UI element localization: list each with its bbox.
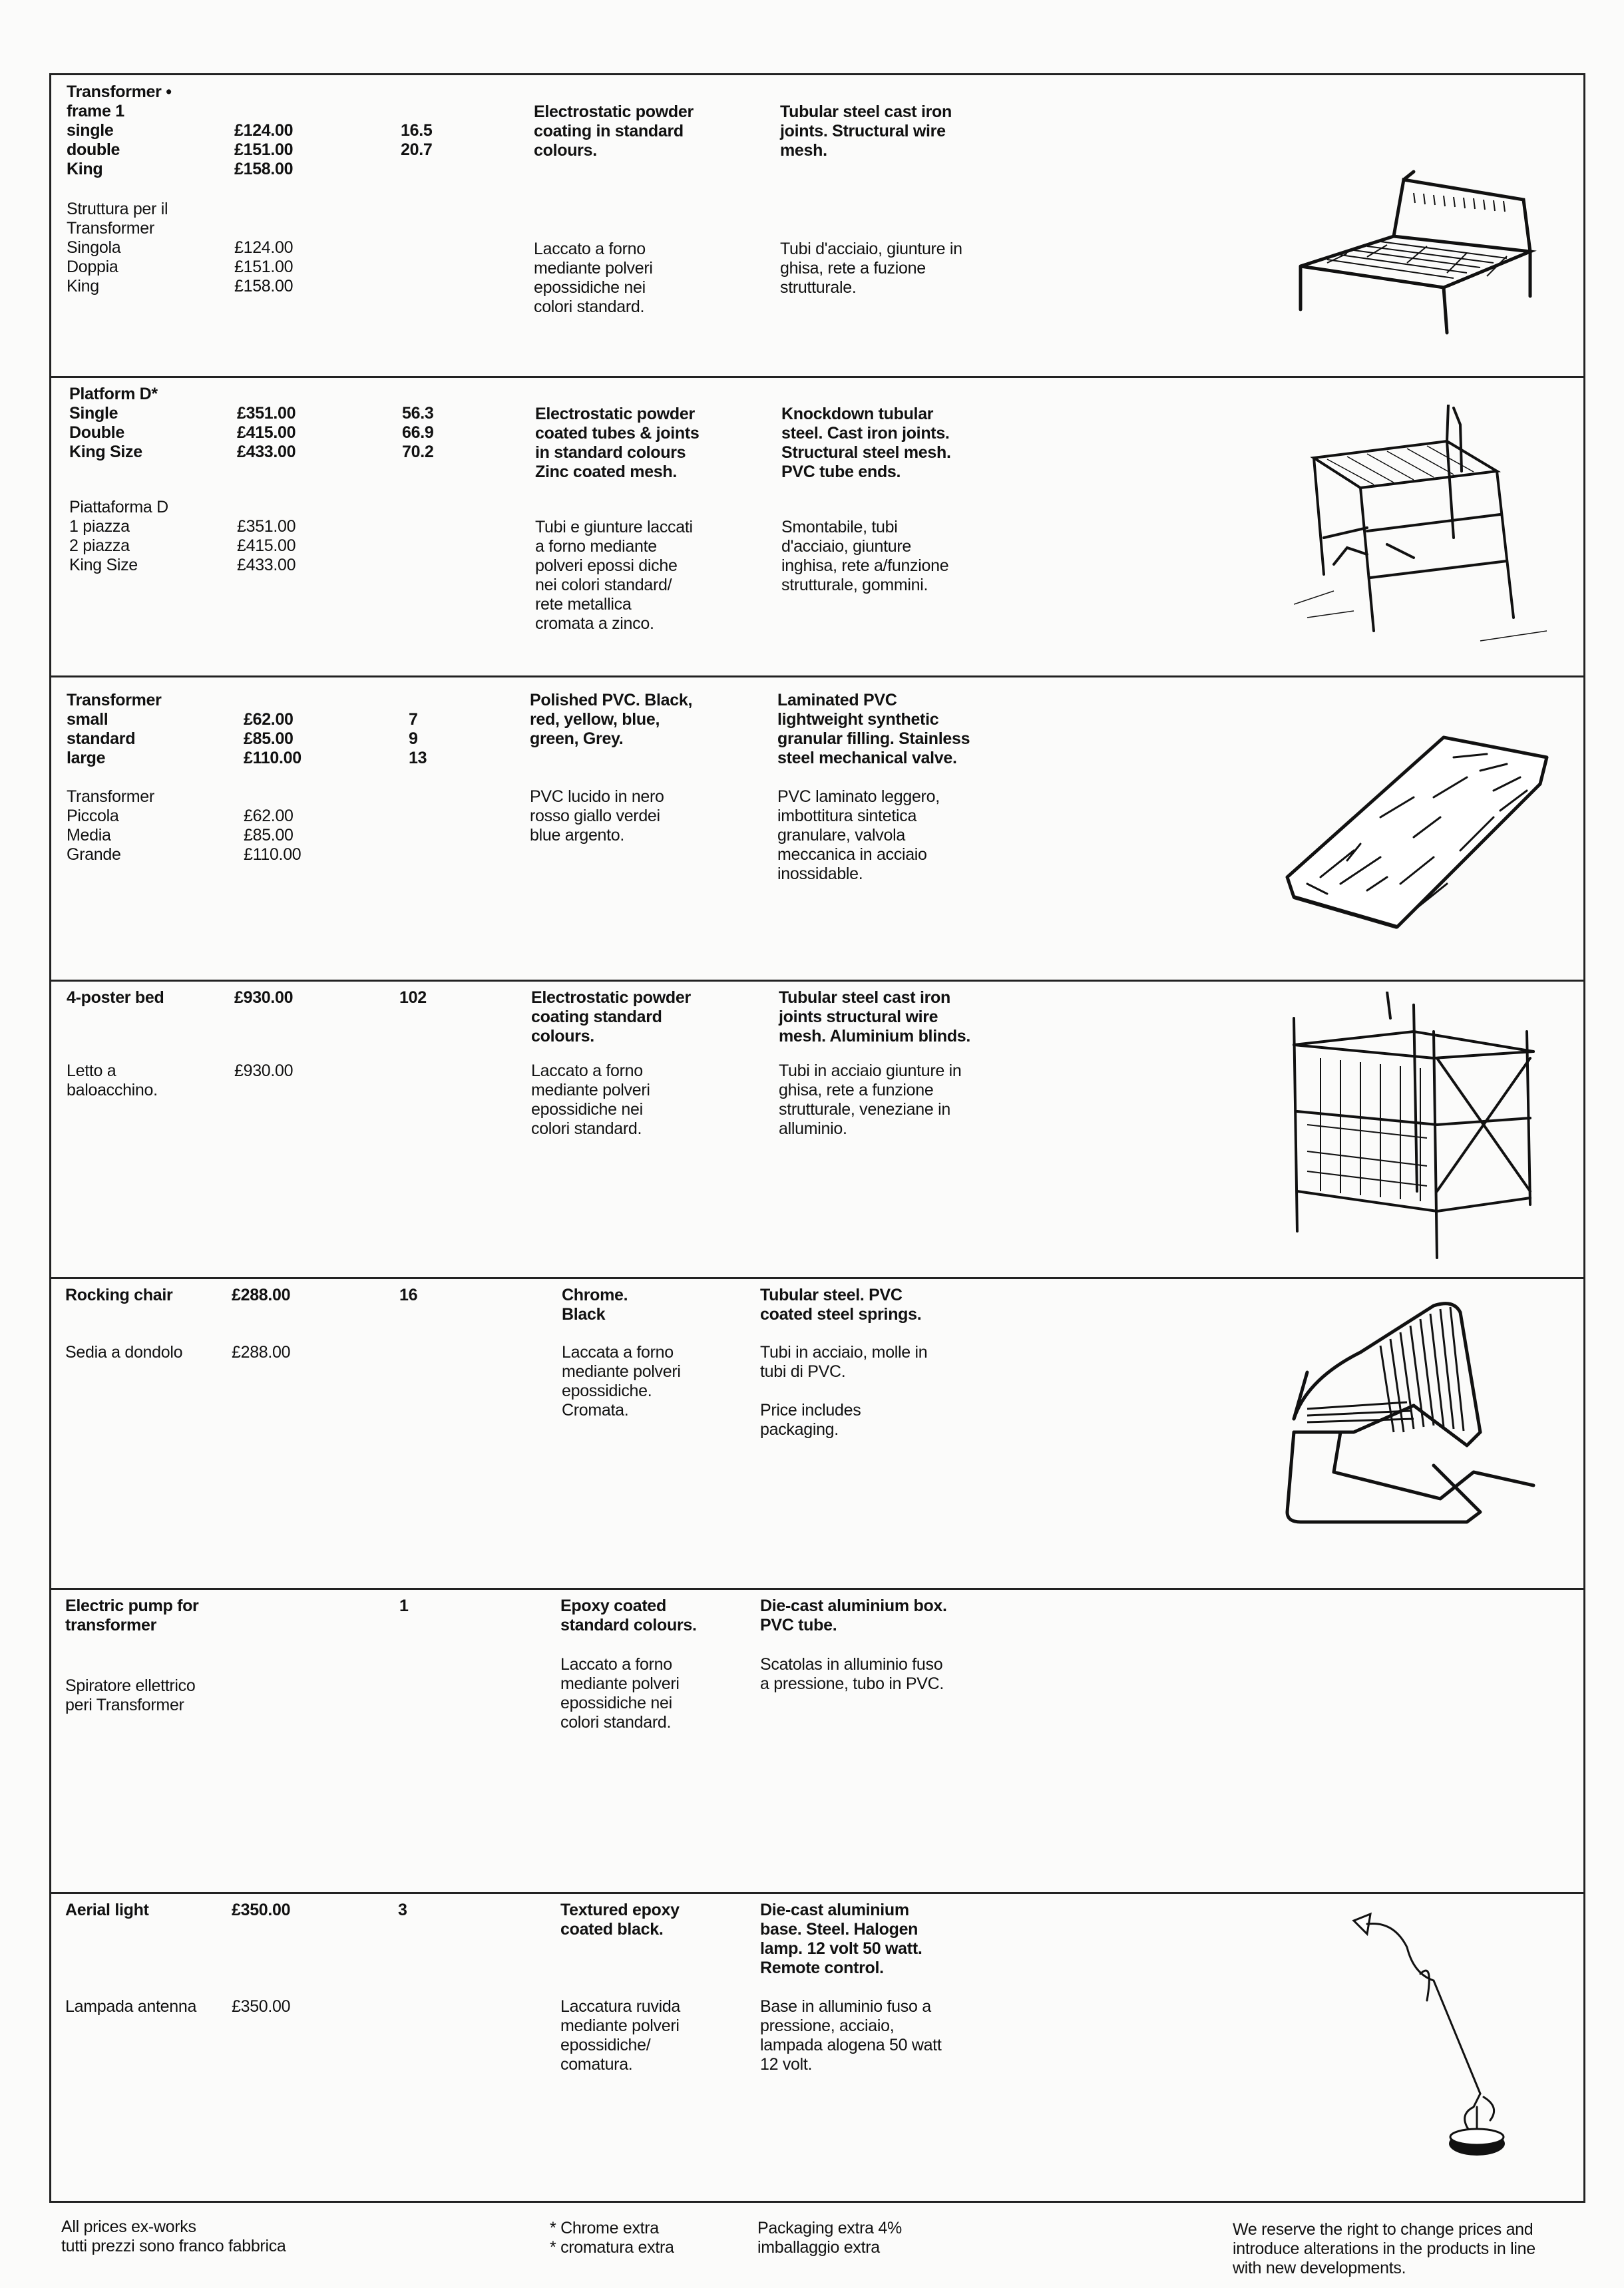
packaging-note: Packaging extra 4% imballaggio extra	[757, 2219, 902, 2257]
product-material-italian: Base in alluminio fuso a pressione, acciaio, lampada alogena 50 watt 12 volt.	[760, 1997, 942, 2074]
product-material-italian: Tubi d'acciaio, giunture in ghisa, rete a fuzione strutturale.	[780, 240, 962, 297]
mattress-illustration	[1281, 717, 1560, 930]
product-material-italian: Smontabile, tubi d'acciaio, giunture inghisa, rete a/funzione strutturale, gommini.	[781, 518, 949, 594]
product-material-italian: Tubi in acciaio, molle in tubi di PVC. Price includes packaging.	[760, 1343, 928, 1439]
product-prices: £62.00 £85.00 £110.00	[244, 710, 302, 767]
product-material-italian: Tubi in acciaio giunture in ghisa, rete a funzione strutturale, veneziane in alluminio.	[779, 1061, 962, 1138]
bed-frame-illustration	[1287, 166, 1553, 339]
disclaimer-note: We reserve the right to change prices and introduce alterations in the products in line with new developments.	[1233, 2220, 1535, 2277]
product-prices: £930.00	[234, 988, 294, 1007]
product-name: Electric pump for transformer	[65, 1597, 199, 1634]
product-finish: Polished PVC. Black, red, yellow, blue, green, Grey.	[530, 691, 693, 748]
product-finish: Electrostatic powder coated tubes & joints in standard colours Zinc coated mesh.	[535, 405, 700, 481]
table-row	[49, 980, 1585, 1277]
product-material-italian: Scatolas in alluminio fuso a pressione, tubo in PVC.	[760, 1655, 944, 1693]
product-prices: £350.00	[232, 1901, 291, 1919]
product-material: Laminated PVC lightweight synthetic granular filling. Stainless steel mechanical valve.	[777, 691, 970, 767]
product-name: Aerial light	[65, 1901, 149, 1919]
product-prices: £124.00 £151.00 £158.00	[234, 121, 294, 178]
product-prices-italian: £351.00 £415.00 £433.00	[237, 517, 296, 574]
product-finish-italian: Laccato a forno mediante polveri epossidiche nei colori standard.	[531, 1061, 650, 1138]
product-name: Transformer • frame 1 single double King	[67, 83, 172, 178]
product-material: Tubular steel cast iron joints structural wire mesh. Aluminium blinds.	[779, 988, 971, 1046]
rocking-chair-illustration	[1281, 1299, 1560, 1565]
product-weights: 102	[399, 988, 427, 1007]
product-material: Knockdown tubular steel. Cast iron joints. Structural steel mesh. PVC tube ends.	[781, 405, 951, 481]
product-prices-italian: £350.00	[232, 1997, 291, 2016]
price-list-sheet	[49, 73, 1588, 2205]
product-material: Die-cast aluminium base. Steel. Halogen lamp. 12 volt 50 watt. Remote control.	[760, 1901, 922, 1977]
product-finish-italian: PVC lucido in nero rosso giallo verdei blue argento.	[530, 787, 664, 845]
prices-note: All prices ex-works tutti prezzi sono franco fabbrica	[61, 2217, 286, 2255]
table-row	[49, 1588, 1585, 1892]
product-weights: 56.3 66.9 70.2	[402, 404, 434, 461]
product-name-italian: Lampada antenna	[65, 1997, 197, 2016]
product-name-italian: Piattaforma D 1 piazza 2 piazza King Size	[69, 498, 168, 574]
product-prices-italian: £124.00 £151.00 £158.00	[234, 238, 294, 295]
product-name-italian: Spiratore ellettrico peri Transformer	[65, 1676, 196, 1714]
product-material: Tubular steel. PVC coated steel springs.	[760, 1286, 922, 1324]
table-row	[49, 1277, 1585, 1588]
product-weights: 16	[399, 1286, 418, 1304]
product-finish-italian: Tubi e giunture laccati a forno mediante polveri epossi diche nei colori standard/ rete metallica cromata a zinco.	[535, 518, 693, 633]
product-name-italian: Struttura per il Transformer Singola Doppia King	[67, 200, 168, 295]
product-prices: £288.00	[232, 1286, 291, 1304]
platform-bed-illustration	[1294, 405, 1553, 658]
chrome-note: * Chrome extra * cromatura extra	[550, 2219, 674, 2257]
product-name-italian: Transformer Piccola Media Grande	[67, 787, 154, 864]
product-finish-italian: Laccato a forno mediante polveri epossidiche nei colori standard.	[534, 240, 653, 316]
product-finish-italian: Laccato a forno mediante polveri epossidiche nei colori standard.	[560, 1655, 680, 1732]
product-weights: 3	[398, 1901, 407, 1919]
product-material: Die-cast aluminium box. PVC tube.	[760, 1597, 947, 1634]
product-weights: 16.5 20.7	[401, 121, 433, 159]
aerial-light-illustration	[1340, 1907, 1547, 2174]
product-name: 4-poster bed	[67, 988, 164, 1007]
product-name-italian: Letto a baloacchino.	[67, 1061, 158, 1099]
product-finish-italian: Laccata a forno mediante polveri epossidiche. Cromata.	[562, 1343, 681, 1420]
table-row	[49, 73, 1585, 376]
product-prices: £351.00 £415.00 £433.00	[237, 404, 296, 461]
table-row	[49, 376, 1585, 675]
product-name: Rocking chair	[65, 1286, 173, 1304]
product-prices-italian: £930.00	[234, 1061, 294, 1080]
product-finish: Electrostatic powder coating standard colours.	[531, 988, 691, 1046]
product-material: Tubular steel cast iron joints. Structural wire mesh.	[780, 102, 952, 160]
product-weights: 7 9 13	[409, 710, 427, 767]
four-poster-bed-illustration	[1281, 992, 1560, 1271]
product-name: Platform D* Single Double King Size	[69, 385, 158, 461]
product-weights: 1	[399, 1597, 409, 1615]
product-finish: Electrostatic powder coating in standard colours.	[534, 102, 694, 160]
product-finish: Epoxy coated standard colours.	[560, 1597, 697, 1634]
product-prices-italian: £62.00 £85.00 £110.00	[244, 807, 302, 864]
table-row	[49, 1892, 1585, 2203]
product-name-italian: Sedia a dondolo	[65, 1343, 183, 1362]
product-material-italian: PVC laminato leggero, imbottitura sintetica granulare, valvola meccanica in acciaio inossidable.	[777, 787, 940, 883]
table-row	[49, 675, 1585, 980]
product-finish: Textured epoxy coated black.	[560, 1901, 680, 1939]
product-prices-italian: £288.00	[232, 1343, 291, 1362]
product-finish: Chrome. Black	[562, 1286, 628, 1324]
product-finish-italian: Laccatura ruvida mediante polveri epossidiche/ comatura.	[560, 1997, 681, 2074]
product-name: Transformer small standard large	[67, 691, 162, 767]
